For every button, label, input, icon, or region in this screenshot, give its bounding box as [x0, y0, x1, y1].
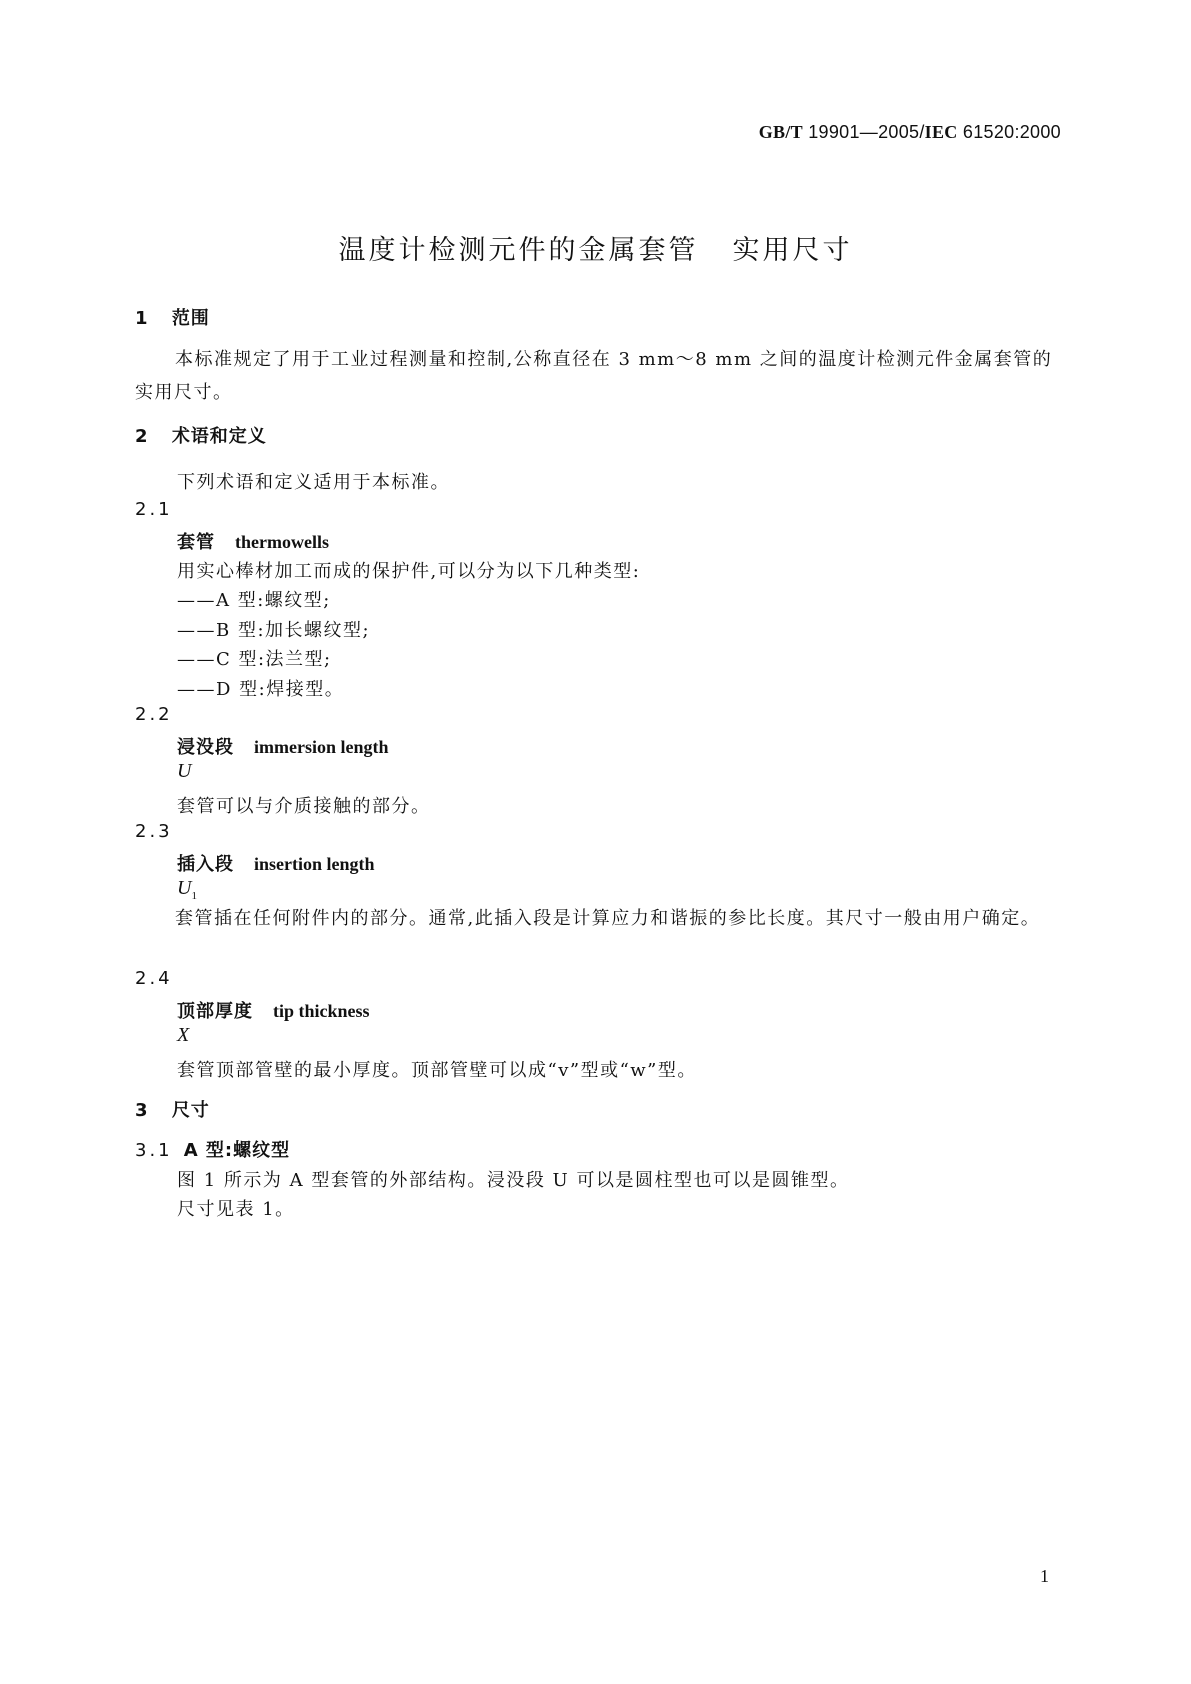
type-c-item: ——C 型:法兰型;	[177, 649, 332, 670]
section-3-heading	[135, 1096, 210, 1122]
section-3-1-number: 3.1	[135, 1140, 173, 1161]
term-2-3-en: insertion length	[254, 854, 375, 874]
term-2-1-en: thermowells	[235, 532, 329, 552]
term-2-1-definition: 用实心棒材加工而成的保护件,可以分为以下几种类型:	[177, 561, 641, 582]
term-2-1-heading	[177, 528, 329, 554]
page-title	[0, 228, 1191, 267]
term-2-3-symbol-base: U	[177, 877, 192, 899]
section-2-title: 术语和定义	[171, 426, 267, 447]
iec-code: 61520:2000	[962, 122, 1061, 142]
section-1-title: 范围	[171, 308, 210, 329]
term-2-3-zh: 插入段	[177, 854, 234, 875]
term-2-2-number: 2.2	[135, 704, 173, 725]
term-2-4-heading	[177, 997, 370, 1023]
section-3-1-line-2: 尺寸见表 1。	[177, 1199, 295, 1220]
iec-prefix: IEC	[924, 122, 958, 142]
section-2-number: 2	[135, 426, 149, 447]
term-2-3-number: 2.3	[135, 821, 173, 842]
section-3-1-title: A 型:螺纹型	[183, 1140, 291, 1161]
term-2-2-definition: 套管可以与介质接触的部分。	[177, 796, 431, 817]
page-number: 1	[1040, 1566, 1049, 1586]
section-1-text: 本标准规定了用于工业过程测量和控制,公称直径在 3 mm～8 mm 之间的温度计检测元件金属套管的实用尺寸。	[135, 349, 1053, 403]
title-main: 温度计检测元件的金属套管	[338, 235, 699, 266]
type-d-item: ——D 型:焊接型。	[177, 679, 345, 700]
section-3-1-heading	[135, 1136, 290, 1162]
section-3-1-line-1: 图 1 所示为 A 型套管的外部结构。浸没段 U 可以是圆柱型也可以是圆锥型。	[177, 1170, 850, 1191]
standard-number	[759, 122, 1061, 143]
title-sub: 实用尺寸	[732, 235, 853, 266]
standard-code: 19901—2005/	[808, 122, 925, 142]
term-2-3-symbol-sub: 1	[191, 890, 197, 902]
term-2-4-symbol: X	[177, 1024, 190, 1046]
section-2-intro: 下列术语和定义适用于本标准。	[177, 472, 450, 493]
type-b-item: ——B 型:加长螺纹型;	[177, 620, 371, 641]
term-2-4-zh: 顶部厚度	[177, 1001, 253, 1022]
term-2-3-symbol	[177, 877, 197, 902]
term-2-3-definition: 套管插在任何附件内的部分。通常,此插入段是计算应力和谐振的参比长度。其尺寸一般由用户确定。	[175, 908, 1041, 929]
section-1-number: 1	[135, 308, 149, 329]
term-2-2-symbol: U	[177, 760, 192, 782]
section-3-number: 3	[135, 1100, 149, 1121]
term-2-1-zh: 套管	[177, 532, 215, 553]
term-2-4-number: 2.4	[135, 968, 173, 989]
term-2-4-en: tip thickness	[273, 1001, 370, 1021]
term-2-2-zh: 浸没段	[177, 737, 234, 758]
type-a-item: ——A 型:螺纹型;	[177, 590, 331, 611]
term-2-2-en: immersion length	[254, 737, 389, 757]
term-2-3-heading	[177, 850, 375, 876]
section-2-heading	[135, 422, 267, 448]
term-2-4-definition: 套管顶部管壁的最小厚度。顶部管壁可以成“v”型或“w”型。	[177, 1060, 697, 1081]
term-2-2-heading	[177, 733, 389, 759]
section-3-title: 尺寸	[171, 1100, 210, 1121]
standard-prefix: GB/T	[758, 122, 803, 142]
term-2-1-number: 2.1	[135, 499, 173, 520]
section-1-heading	[135, 304, 210, 330]
